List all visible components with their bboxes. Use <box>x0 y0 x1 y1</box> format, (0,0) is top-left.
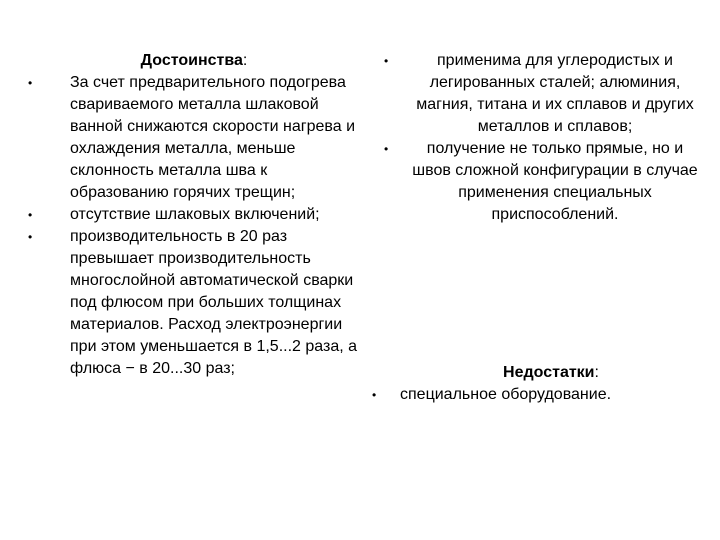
advantages-title-colon: : <box>242 52 248 69</box>
applicability-list <box>372 50 702 226</box>
list-item <box>372 384 702 406</box>
advantage-text: производительность в 20 раз превышает производительность многослойной автоматической сварки под флюсом при больших толщинах материалов. Расход электроэнергии при этом уменьшается в 1,5...2 раза, а флюса − в 20...30 раз; <box>70 228 358 377</box>
list-item <box>28 72 360 204</box>
bullet-icon: • <box>372 388 377 402</box>
disadvantages-heading <box>400 362 702 384</box>
bullet-icon: • <box>28 76 33 90</box>
advantages-column <box>28 50 360 380</box>
list-item <box>372 138 702 226</box>
advantages-list <box>28 72 360 380</box>
bullet-icon: • <box>28 230 33 244</box>
applicability-text: применима для углеродистых и легированных сталей; алюминия, магния, титана и их сплавов и других металлов и сплавов; <box>416 52 694 135</box>
list-item <box>28 226 360 380</box>
disadvantages-list <box>372 384 702 406</box>
list-item <box>372 50 702 138</box>
bullet-icon: • <box>384 142 389 156</box>
applicability-column <box>372 50 702 226</box>
disadvantages-section <box>372 362 702 406</box>
bullet-icon: • <box>384 54 389 68</box>
advantage-text: отсутствие шлаковых включений; <box>70 206 320 223</box>
disadvantages-title: Недостатки <box>503 364 595 381</box>
advantages-title: Достоинства <box>140 52 243 69</box>
disadvantage-text: специальное оборудование. <box>400 386 612 403</box>
advantages-heading <box>28 50 360 72</box>
applicability-text: получение не только прямые, но и швов сложной конфигурации в случае применения специальных приспособлений. <box>412 140 698 223</box>
list-item <box>28 204 360 226</box>
advantage-text: За счет предварительного подогрева свариваемого металла шлаковой ванной снижаются скорости нагрева и охлаждения металла, меньше склонность металла шва к образованию горячих трещин; <box>70 74 356 201</box>
bullet-icon: • <box>28 208 33 222</box>
disadvantages-title-colon: : <box>594 364 599 381</box>
